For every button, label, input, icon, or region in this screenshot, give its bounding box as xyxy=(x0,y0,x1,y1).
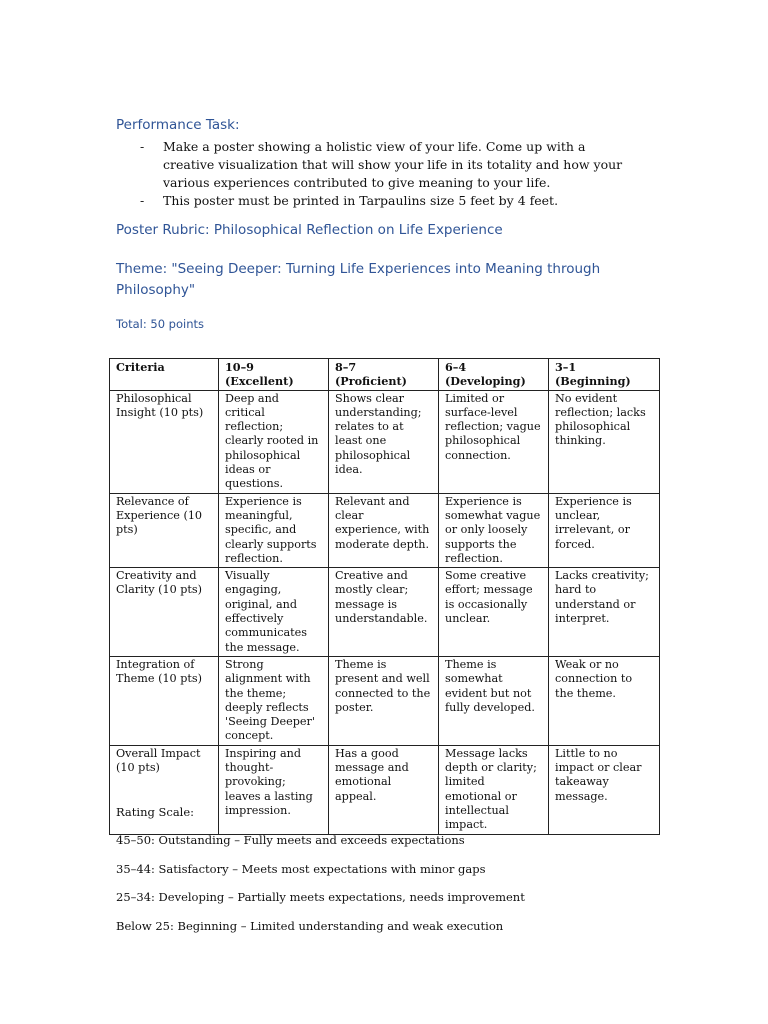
table-cell: Some creative effort; message is occasionally unclear. xyxy=(439,568,549,657)
table-header-row xyxy=(110,359,660,391)
column-header: 10–9 (Excellent) xyxy=(219,359,329,391)
column-header: 8–7 (Proficient) xyxy=(329,359,439,391)
task-item xyxy=(140,192,630,210)
rating-scale-item: 35–44: Satisfactory – Meets most expectations with minor gaps xyxy=(116,862,486,876)
column-header: 6–4 (Developing) xyxy=(439,359,549,391)
table-cell: Limited or surface-level reflection; vague philosophical connection. xyxy=(439,390,549,493)
column-header: Criteria xyxy=(110,359,219,391)
table-cell: Experience is meaningful, specific, and clearly supports reflection. xyxy=(219,493,329,567)
table-row xyxy=(110,568,660,657)
dash-bullet: - xyxy=(140,193,145,208)
table-cell: Philosophical Insight (10 pts) xyxy=(110,390,219,493)
table-cell: Creativity and Clarity (10 pts) xyxy=(110,568,219,657)
table-cell: Lacks creativity; hard to understand or interpret. xyxy=(549,568,660,657)
table-cell: Experience is somewhat vague or only loosely supports the reflection. xyxy=(439,493,549,567)
dash-bullet: - xyxy=(140,139,145,154)
table-cell: Weak or no connection to the theme. xyxy=(549,656,660,745)
table-cell: Overall Impact (10 pts) xyxy=(110,745,219,834)
table-cell: No evident reflection; lacks philosophical thinking. xyxy=(549,390,660,493)
rating-scale-item: Below 25: Beginning – Limited understanding and weak execution xyxy=(116,919,504,933)
table-cell: Inspiring and thought-provoking; leaves a lasting impression. xyxy=(219,745,329,834)
table-cell: Creative and mostly clear; message is understandable. xyxy=(329,568,439,657)
rating-scale-label: Rating Scale: xyxy=(116,805,195,819)
rating-scale-item: 45–50: Outstanding – Fully meets and exceeds expectations xyxy=(116,833,465,847)
table-cell: Integration of Theme (10 pts) xyxy=(110,656,219,745)
column-header: 3–1 (Beginning) xyxy=(549,359,660,391)
table-cell: Theme is somewhat evident but not fully developed. xyxy=(439,656,549,745)
task-item xyxy=(140,138,630,192)
task-list xyxy=(140,138,630,210)
rubric-table xyxy=(109,358,660,835)
table-cell: Little to no impact or clear takeaway message. xyxy=(549,745,660,834)
table-cell: Shows clear understanding; relates to at least one philosophical idea. xyxy=(329,390,439,493)
table-cell: Relevant and clear experience, with moderate depth. xyxy=(329,493,439,567)
table-cell: Experience is unclear, irrelevant, or forced. xyxy=(549,493,660,567)
table-row xyxy=(110,656,660,745)
table-row xyxy=(110,493,660,567)
table-cell: Relevance of Experience (10 pts) xyxy=(110,493,219,567)
task-item-text: Make a poster showing a holistic view of your life. Come up with a creative visualization that will show your life in its totality and how your various experiences contributed to give meaning to your life. xyxy=(163,139,623,190)
table-cell: Strong alignment with the theme; deeply reflects 'Seeing Deeper' concept. xyxy=(219,656,329,745)
table-cell: Visually engaging, original, and effectively communicates the message. xyxy=(219,568,329,657)
table-row xyxy=(110,390,660,493)
table-cell: Has a good message and emotional appeal. xyxy=(329,745,439,834)
total-points: Total: 50 points xyxy=(116,317,204,331)
table-cell: Theme is present and well connected to the poster. xyxy=(329,656,439,745)
performance-task-heading: Performance Task: xyxy=(116,117,240,133)
table-row xyxy=(110,745,660,834)
theme-heading: Theme: "Seeing Deeper: Turning Life Experiences into Meaning through Philosophy" xyxy=(116,261,601,298)
table-cell: Deep and critical reflection; clearly rooted in philosophical ideas or questions. xyxy=(219,390,329,493)
table-cell: Message lacks depth or clarity; limited emotional or intellectual impact. xyxy=(439,745,549,834)
rating-scale-item: 25–34: Developing – Partially meets expectations, needs improvement xyxy=(116,890,525,904)
rubric-heading: Poster Rubric: Philosophical Reflection on Life Experience xyxy=(116,222,503,238)
task-item-text: This poster must be printed in Tarpaulins size 5 feet by 4 feet. xyxy=(163,193,559,208)
